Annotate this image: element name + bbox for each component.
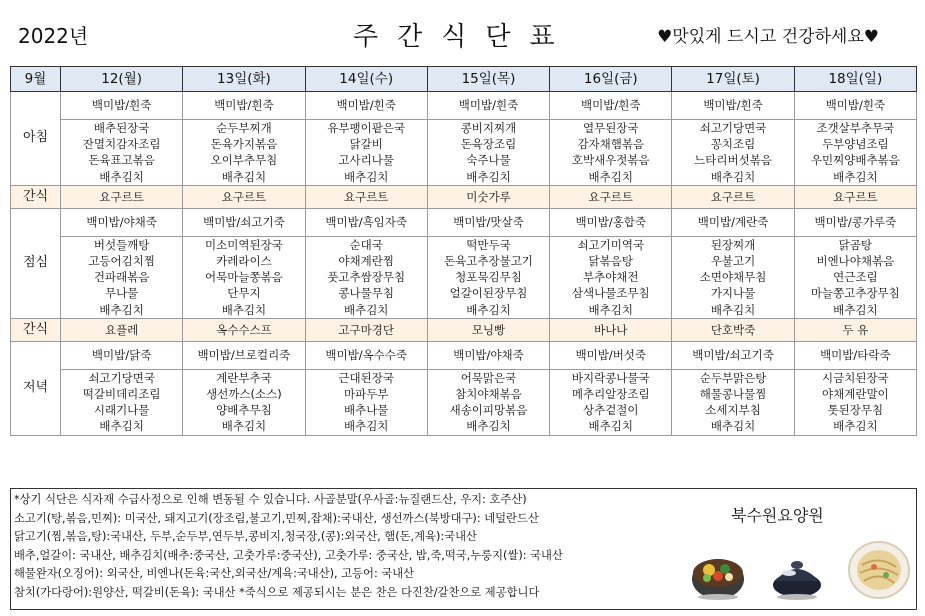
meal-dishes-row [11,236,917,318]
meal-rice-row [11,208,917,236]
rice-porridge-cell: 백미밥/계란죽 [672,208,794,236]
dish-item: 우민찌양배추볶음 [810,153,900,168]
dish-list-cell [427,236,549,318]
meal-label: 아침 [11,92,61,186]
dish-item: 마파두부 [343,387,389,402]
dish-item: 버섯들깨탕 [93,237,150,252]
dish-item: 배추김치 [221,169,267,184]
dish-item: 부추야채전 [582,270,639,285]
meal-label: 저녁 [11,341,61,435]
dish-item: 두부양념조림 [822,137,889,152]
day-header: 15일(목) [427,67,549,92]
dish-list-cell [550,236,672,318]
rice-porridge-cell: 백미밥/콩가루죽 [794,208,916,236]
dish-list-cell [672,236,794,318]
dish-item: 돈육고추장불고기 [444,254,533,269]
dish-list-cell [794,120,916,186]
dish-item: 떡갈비데리조림 [82,387,161,402]
dish-item: 미소미역된장국 [205,237,283,252]
dish-item: 어묵마늘쫑볶음 [205,270,283,285]
dish-item: 배추김치 [221,302,267,317]
dish-item: 감자채햄볶음 [577,137,645,152]
dish-item: 닭볶음탕 [588,254,633,269]
dish-item: 느타리버섯볶음 [694,153,772,168]
day-header: 12(월) [61,67,183,92]
dish-item: 배추김치 [466,169,511,184]
dish-list-cell [305,236,427,318]
meal-rice-row [11,92,917,120]
dish-item: 배추김치 [833,302,878,317]
snack-label: 간식 [11,318,61,341]
snack-item: 요구르트 [794,185,916,208]
day-header: 14일(수) [305,67,427,92]
rice-porridge-cell: 백미밥/브로컬리죽 [183,341,305,369]
dish-item: 계란부추국 [216,370,272,385]
rice-porridge-cell: 백미밥/야채죽 [427,341,549,369]
weekly-menu-table [10,66,917,436]
dish-item: 우불고기 [710,254,756,269]
dish-item: 고등어김치찜 [88,254,155,269]
rice-porridge-cell: 백미밥/맛살죽 [427,208,549,236]
footer-panel [10,488,917,610]
dish-item: 단무지 [227,286,261,301]
rice-porridge-cell: 백미밥/흰죽 [427,92,549,120]
origin-note-line: 닭고기(찜,볶음,탕):국내산, 두부,순두부,연두부,콩비지,청국장,(콩):외국산, 햄(돈,계육):국내산 [14,530,477,543]
dish-list-cell [305,120,427,186]
dish-item: 순두부맑은탕 [699,370,767,385]
dish-item: 배추김치 [99,169,144,184]
dish-item: 돈육표고볶음 [88,153,155,168]
dish-item: 배추김치 [588,419,633,434]
dish-item: 열무된장국 [582,121,639,135]
dish-item: 순대국 [349,237,383,252]
rice-porridge-cell: 백미밥/타락죽 [794,341,916,369]
month-header: 9월 [11,67,61,92]
dish-list-cell [550,120,672,186]
origin-note-line: 참치(가다랑어):원양산, 떡갈비(돈육): 국내산 *죽식으로 제공되시는 분은 찬은 다진찬/갈찬으로 제공합니다 [14,585,540,599]
dish-list-cell [61,236,183,318]
dish-item: 돈육장조림 [460,137,517,152]
dish-item: 야채계란찜 [338,254,394,269]
dish-item: 오이부추무침 [210,153,278,168]
origin-note-line: 해물완자(오징어): 외국산, 비엔나(돈육:국산,외국산/계육:국내산), 고등어: 국내산 [14,567,415,580]
dish-item: 메추리알장조림 [571,387,650,402]
ingredient-origin-notes [14,491,686,602]
snack-row [11,185,917,208]
dish-list-cell [672,369,794,435]
dish-item: 시래기나물 [93,403,150,418]
snack-item: 단호박죽 [672,318,794,341]
dish-item: 쇠고기미역국 [577,237,645,252]
snack-item: 요구르트 [305,185,427,208]
dish-item: 배추김치 [710,419,756,434]
dish-item: 시금치된장국 [822,370,889,385]
snack-item: 요구르트 [61,185,183,208]
dish-item: 닭갈비 [349,137,383,152]
dish-list-cell [550,369,672,435]
dish-item: 쇠고기당면국 [699,121,767,135]
dish-item: 꽁치조림 [710,137,756,152]
dish-item: 잔멸치감자조림 [82,137,161,152]
facility-name: 북수원요양원 [731,506,824,525]
day-header: 16일(금) [550,67,672,92]
snack-item: 요플레 [61,318,183,341]
origin-note-line: 배추,얼갈이: 국내산, 배추김치(배추:중국산, 고춧가루:중국산), 고춧가루: 중국산, 밥,죽,떡국,누룽지(쌀): 국내산 [14,548,563,562]
dish-item: 얼갈이된장무침 [449,286,528,301]
dish-item: 된장찌개 [710,237,756,252]
dish-item: 콩비지찌개 [460,121,517,135]
rice-porridge-cell: 백미밥/닭죽 [61,341,183,369]
dish-item: 상추겉절이 [582,403,639,418]
dish-item: 어묵맑은국 [460,370,517,385]
bibimbap-bowl-icon [687,545,749,603]
slogan: ♥맛있게 드시고 건강하세요♥ [657,27,879,47]
dish-list-cell [427,369,549,435]
origin-note-line: 소고기(탕,볶음,민찌): 미국산, 돼지고기(장조림,불고기,민찌,잡채):국내산, 생선까스(북방대구): 네덜란드산 [14,511,539,525]
year-label: 2022년 [18,24,89,48]
dish-item: 고사리나물 [338,153,394,168]
dish-list-cell [61,120,183,186]
dish-item: 삼색나물조무침 [571,286,650,301]
dish-item: 숙주나물 [466,153,511,168]
dish-item: 쇠고기당면국 [88,370,155,385]
snack-item: 옥수수스프 [183,318,305,341]
dish-list-cell [183,120,305,186]
dish-list-cell [61,369,183,435]
dish-item: 연근조림 [833,270,878,285]
rice-porridge-cell: 백미밥/옥수수죽 [305,341,427,369]
rice-porridge-cell: 백미밥/쇠고기죽 [672,341,794,369]
dish-item: 해물콩나물찜 [699,387,767,402]
dish-item: 건파래볶음 [93,270,150,285]
noodle-plate-icon [846,539,912,601]
rice-porridge-cell: 백미밥/흰죽 [794,92,916,120]
snack-item: 요구르트 [183,185,305,208]
dish-item: 유부팽이팥은국 [327,121,406,135]
dish-item: 배추김치 [221,419,267,434]
dish-item: 배추김치 [99,419,144,434]
rice-porridge-cell: 백미밥/홍합죽 [550,208,672,236]
dish-item: 배추김치 [710,302,756,317]
dish-list-cell [794,369,916,435]
dish-item: 배추김치 [833,169,878,184]
snack-item: 미숫가루 [427,185,549,208]
day-header: 13일(화) [183,67,305,92]
rice-porridge-cell: 백미밥/흰죽 [550,92,672,120]
dish-item: 배추김치 [343,302,389,317]
dish-item: 야채계란말이 [822,387,889,402]
dish-item: 생선까스(소스) [206,387,282,402]
page-title: 주간식단표 [353,22,574,52]
snack-item: 바나나 [550,318,672,341]
meal-rice-row [11,341,917,369]
snack-item: 요구르트 [550,185,672,208]
rice-porridge-cell: 백미밥/흰죽 [183,92,305,120]
dish-item: 순두부찌개 [216,121,272,135]
dish-item: 떡만두국 [466,237,511,252]
dish-item: 가지나물 [710,286,756,301]
dish-item: 배추김치 [343,169,389,184]
rice-porridge-cell: 백미밥/흰죽 [672,92,794,120]
day-header: 17일(토) [672,67,794,92]
dish-item: 배추김치 [588,169,633,184]
dish-item: 양배추무침 [216,403,272,418]
rice-porridge-cell: 백미밥/야채죽 [61,208,183,236]
dish-item: 배추김치 [588,302,633,317]
dish-item: 호박새우젓볶음 [571,153,650,168]
meal-dishes-row [11,120,917,186]
snack-item: 요구르트 [672,185,794,208]
dish-list-cell [672,120,794,186]
dish-list-cell [427,120,549,186]
dish-item: 카레라이스 [216,254,272,269]
snack-item: 두 유 [794,318,916,341]
table-header-row [11,67,917,92]
dish-item: 배추김치 [710,169,756,184]
dish-item: 돈육가지볶음 [210,137,278,152]
dish-item: 조갯살부추무국 [816,121,895,135]
rice-porridge-cell: 백미밥/흰죽 [305,92,427,120]
dish-list-cell [794,236,916,318]
dish-item: 닭곰탕 [838,237,872,252]
day-header: 18일(일) [794,67,916,92]
origin-note-line: *상기 식단은 식자재 수급사정으로 인해 변동될 수 있습니다. 사골분말(우사골:뉴질랜드산, 우지: 호주산) [14,493,527,506]
dish-item: 배추김치 [466,419,511,434]
dish-item: 배추김치 [343,419,389,434]
dish-list-cell [305,369,427,435]
dish-item: 톳된장무침 [827,403,884,418]
rice-porridge-cell: 백미밥/버섯죽 [550,341,672,369]
snack-label: 간식 [11,185,61,208]
dish-item: 소면야채무침 [699,270,767,285]
rice-porridge-cell: 백미밥/흑임자죽 [305,208,427,236]
dish-item: 배추된장국 [93,121,150,135]
dish-item: 콩나물무침 [338,286,394,301]
dish-item: 풋고추쌈장무침 [327,270,406,285]
dish-item: 배추김치 [466,302,511,317]
rice-porridge-cell: 백미밥/쇠고기죽 [183,208,305,236]
dish-item: 배추김치 [833,419,878,434]
dish-item: 새송이피망볶음 [449,403,528,418]
snack-row [11,318,917,341]
meal-dishes-row [11,369,917,435]
dish-item: 청포묵김무침 [455,270,522,285]
dish-item: 배추나물 [343,403,389,418]
dish-item: 근대된장국 [338,370,394,385]
snack-item: 고구마경단 [305,318,427,341]
dish-item: 참치야채볶음 [455,387,522,402]
dish-list-cell [183,369,305,435]
dish-item: 소세지부침 [705,403,761,418]
meal-label: 점심 [11,208,61,318]
dish-item: 비엔나야채볶음 [816,254,895,269]
snack-item: 모닝빵 [427,318,549,341]
rice-porridge-cell: 백미밥/흰죽 [61,92,183,120]
dish-item: 마늘쫑고추장무침 [810,286,900,301]
dish-item: 무나물 [104,286,139,301]
dish-item: 배추김치 [99,302,144,317]
iron-pot-icon [769,551,825,601]
dish-list-cell [183,236,305,318]
dish-item: 바지락콩나물국 [571,370,650,385]
